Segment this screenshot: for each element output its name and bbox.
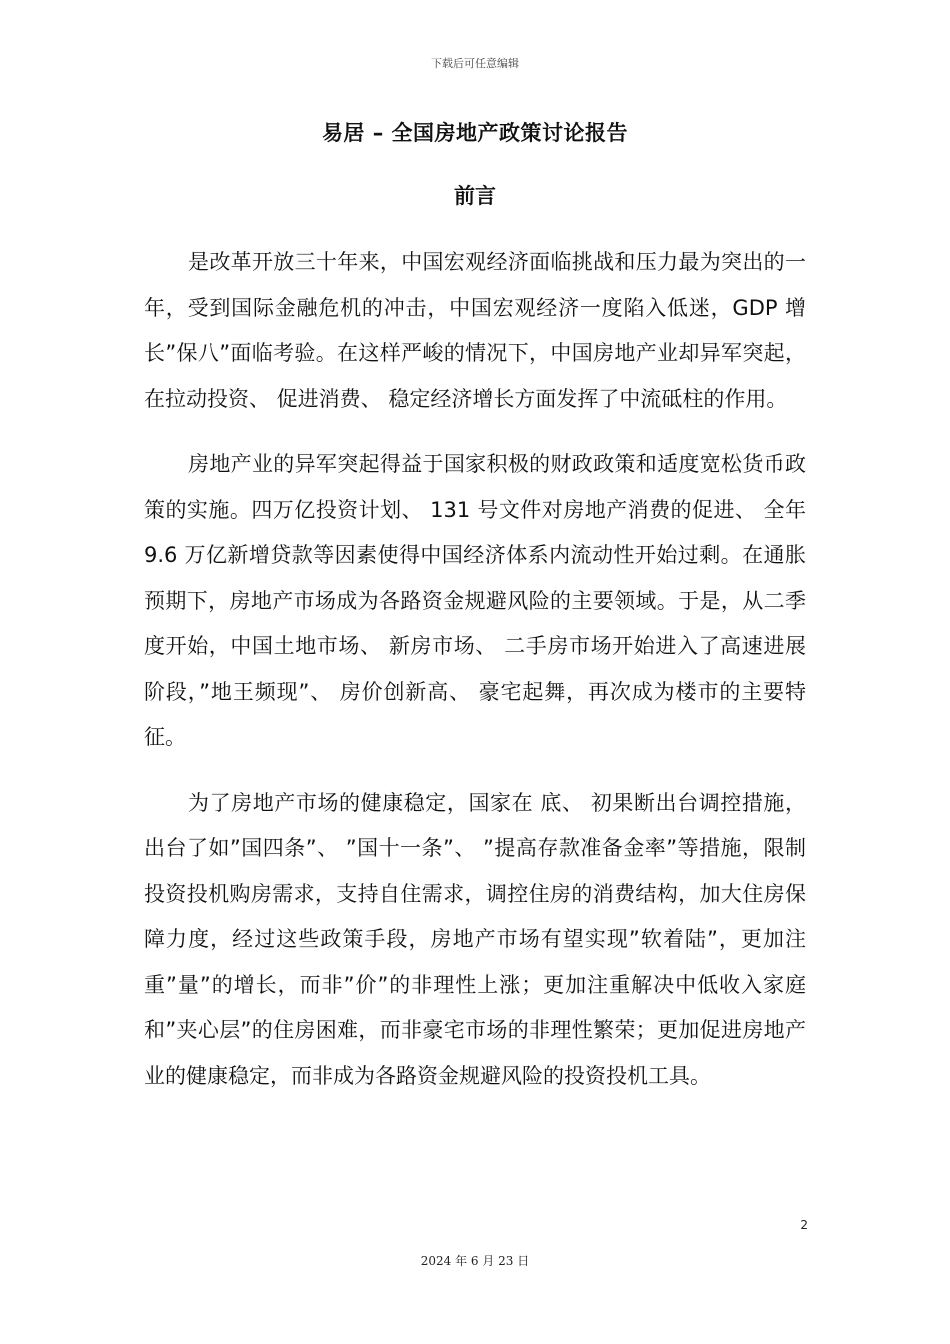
paragraph-1: 是改革开放三十年来，中国宏观经济面临挑战和压力最为突出的一年，受到国际金融危机的冲击，中国宏观经济一度陷入低迷，GDP 增长”保八”面临考验。在这样严峻的情况下，中国房地产业却异军突起，在拉动投资、 促进消费、 稳定经济增长方面发挥了中流砥柱的作用。 xyxy=(144,250,806,411)
footer-date: 2024 年 6 月 23 日 xyxy=(420,1254,530,1268)
paragraph-2: 房地产业的异军突起得益于国家积极的财政政策和适度宽松货币政策的实施。四万亿投资计划、 131 号文件对房地产消费的促进、 全年 9.6 万亿新增贷款等因素使得中国经济体系内流动性开始过剩。在通胀预期下，房地产市场成为各路资金规避风险的主要领域。于是，从二季度开始，中国土地市场、 新房市场、 二手房市场开始进入了高速进展阶段，”地王频现”、 房价创新高、 豪宅起舞，再次成为楼市的主要特征。 xyxy=(144,452,806,749)
document-title: 易居 – 全国房地产政策讨论报告 xyxy=(321,121,629,145)
document-body xyxy=(144,240,806,1119)
paragraph-3: 为了房地产市场的健康稳定，国家在 底、 初果断出台调控措施，出台了如”国四条”、 ”国十一条”、 ”提高存款准备金率”等措施，限制投资投机购房需求，支持自住需求，调控住房的消费结构，加大住房保障力度，经过这些政策手段，房地产市场有望实现”软着陆”，更加注重”量”的增长，而非”价”的非理性上涨；更加注重解决中低收入家庭和”夹心层”的住房困难，而非豪宅市场的非理性繁荣；更加促进房地产业的健康稳定，而非成为各路资金规避风险的投资投机工具。 xyxy=(144,790,806,1088)
header-note: 下载后可任意编辑 xyxy=(431,57,519,70)
section-title: 前言 xyxy=(454,184,496,208)
page-number: 2 xyxy=(800,1218,808,1232)
